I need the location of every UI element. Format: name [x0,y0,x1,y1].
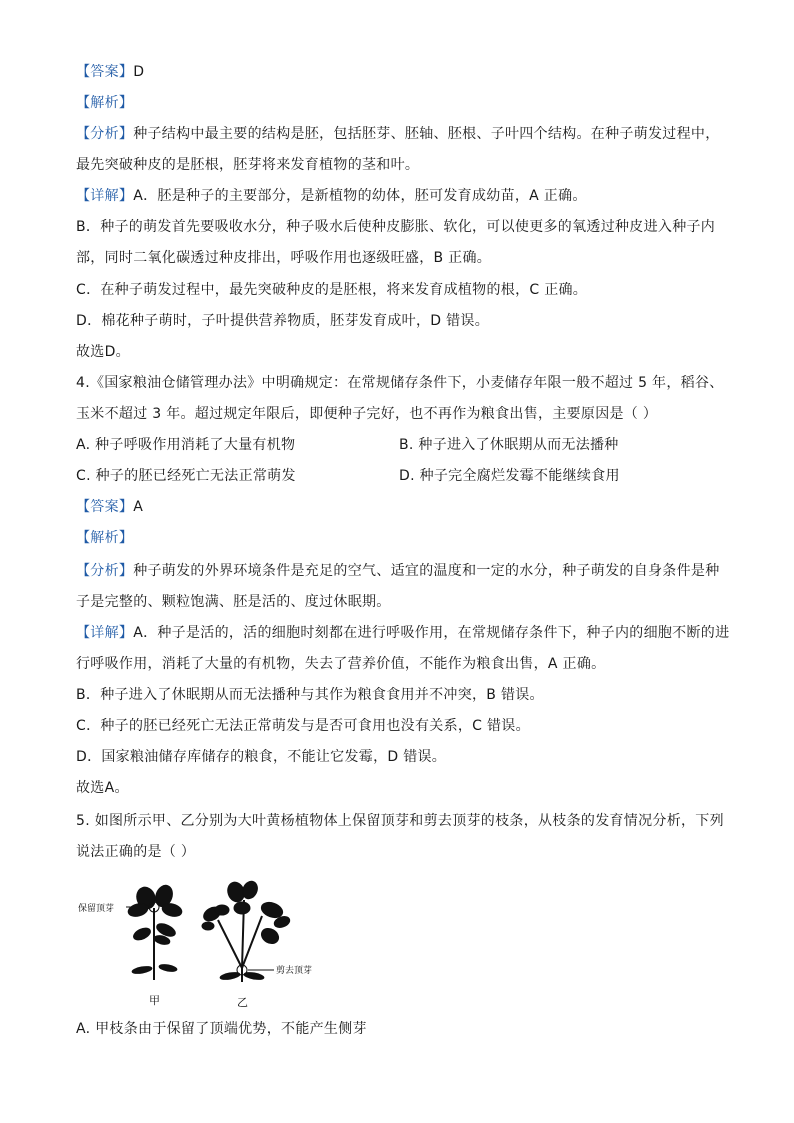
answer-tag: 【答案】 [76,499,134,515]
q4-conclusion: 故选A。 [76,780,129,796]
q3-conclusion: 故选D。 [76,344,130,360]
fenxi-tag: 【分析】 [76,126,134,142]
q3-answer [76,63,144,81]
label-keep-top-bud: 保留顶芽 [78,904,115,914]
q3-detail-b-line-1: B．种子的萌发首先要吸收水分，种子吸水后使种皮膨胀、软化，可以使更多的氧透过种皮进入种子内 [76,219,716,235]
q4-fenxi-line-1 [76,562,720,580]
q4-detail-d: D．国家粮油储存库储存的粮食，不能让它发霉，D 错误。 [76,749,447,765]
label-cut-top-bud: 剪去顶芽 [276,966,313,976]
detail-tag: 【详解】 [76,188,134,204]
q4-option-d: D. 种子完全腐烂发霉不能继续食用 [399,468,620,484]
q3-fenxi-line-2: 最先突破种皮的是胚根，胚芽将来发育植物的茎和叶。 [76,157,420,173]
q5-stem-line-1: 5. 如图所示甲、乙分别为大叶黄杨植物体上保留顶芽和剪去顶芽的枝条，从枝条的发育情况分析，下列 [76,813,724,829]
q4-answer [76,498,143,516]
detail-text: A．种子是活的，活的细胞时刻都在进行呼吸作用，在常规储存条件下，种子内的细胞不断的进 [133,625,730,641]
branch-figure [76,880,336,1010]
q3-detail-a [76,187,587,205]
q4-analysis-heading [76,529,133,547]
detail-text: A．胚是种子的主要部分，是新植物的幼体，胚可发育成幼苗，A 正确。 [133,188,587,204]
label-jia: 甲 [149,994,160,1007]
q3-detail-c: C．在种子萌发过程中，最先突破种皮的是胚根，将来发育成植物的根，C 正确。 [76,282,588,298]
q4-stem-line-2: 玉米不超过 3 年。超过规定年限后，即便种子完好，也不再作为粮食出售，主要原因是（ ） [76,406,658,422]
answer-value: A [133,499,144,515]
q4-detail-b: B．种子进入了休眠期从而无法播种与其作为粮食食用并不冲突，B 错误。 [76,687,544,703]
fenxi-tag: 【分析】 [76,563,134,579]
detail-tag: 【详解】 [76,625,134,641]
fenxi-text: 种子萌发的外界环境条件是充足的空气、适宜的温度和一定的水分，种子萌发的自身条件是种 [133,563,720,579]
q5-option-a: A. 甲枝条由于保留了顶端优势，不能产生侧芽 [76,1021,367,1037]
q3-analysis-heading [76,94,133,112]
fenxi-text: 种子结构中最主要的结构是胚，包括胚芽、胚轴、胚根、子叶四个结构。在种子萌发过程中， [133,126,720,142]
answer-tag: 【答案】 [76,64,134,80]
analysis-tag: 【解析】 [76,95,134,111]
q4-detail-a-line-2: 行呼吸作用，消耗了大量的有机物，失去了营养价值，不能作为粮食出售，A 正确。 [76,656,606,672]
q4-detail-a-line-1 [76,624,729,642]
q4-option-a: A. 种子呼吸作用消耗了大量有机物 [76,437,296,453]
q4-option-c: C. 种子的胚已经死亡无法正常萌发 [76,468,296,484]
q3-fenxi-line-1 [76,125,720,143]
q4-fenxi-line-2: 子是完整的、颗粒饱满、胚是活的、度过休眠期。 [76,594,391,610]
q5-stem-line-2: 说法正确的是（ ） [76,844,196,860]
label-yi: 乙 [237,996,248,1009]
q4-option-b: B. 种子进入了休眠期从而无法播种 [399,437,619,453]
answer-value: D [133,64,145,80]
analysis-tag: 【解析】 [76,530,134,546]
q3-detail-d: D．棉花种子萌时，子叶提供营养物质，胚芽发育成叶，D 错误。 [76,313,490,329]
branch-jia [126,883,183,980]
q3-detail-b-line-2: 部，同时二氧化碳透过种皮排出，呼吸作用也逐级旺盛，B 正确。 [76,250,492,266]
q4-stem-line-1: 4.《国家粮油仓储管理办法》中明确规定：在常规储存条件下，小麦储存年限一般不超过 5 年，稻谷、 [76,375,724,391]
q4-detail-c: C．种子的胚已经死亡无法正常萌发与是否可食用也没有关系，C 错误。 [76,718,530,734]
